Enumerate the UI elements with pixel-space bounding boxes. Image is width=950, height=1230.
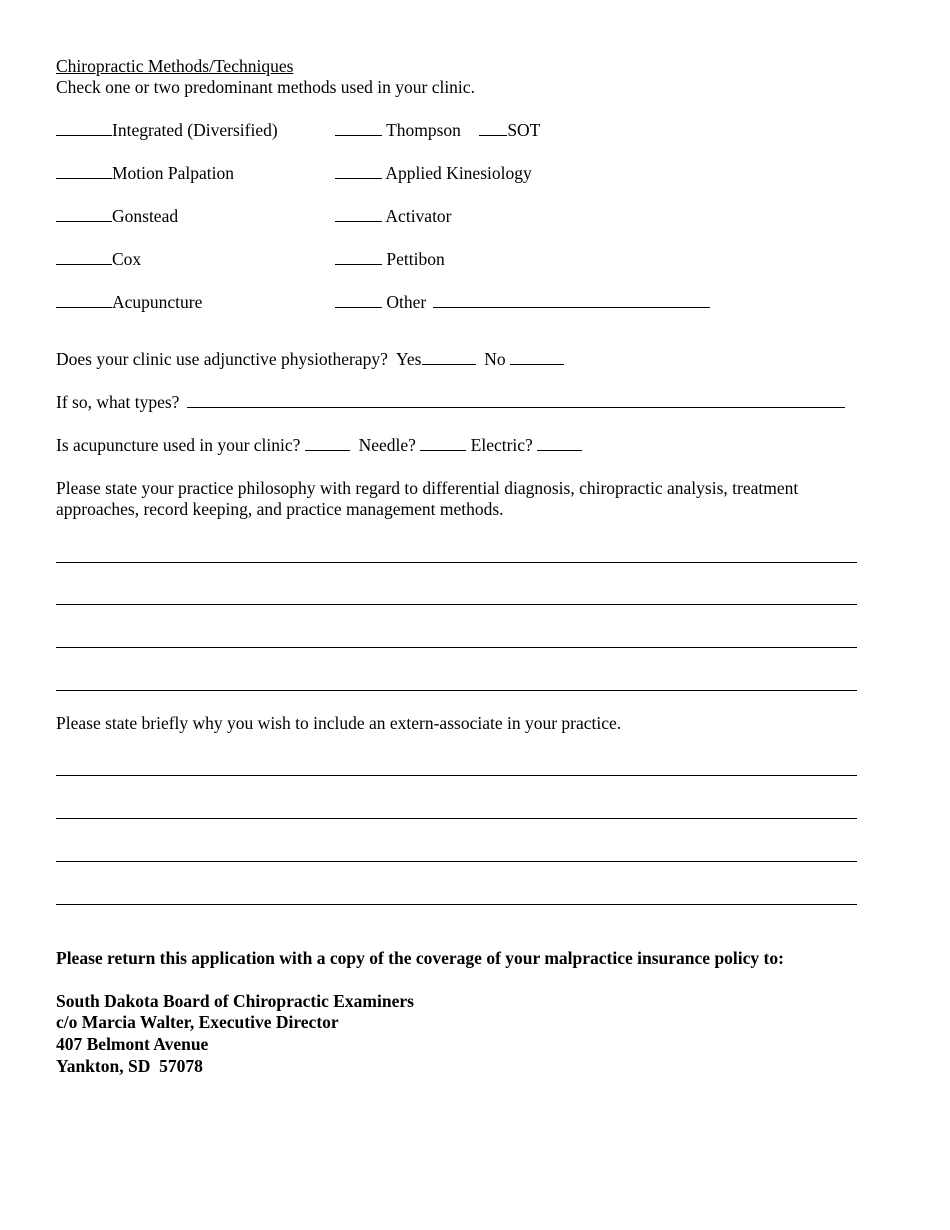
method-checkbox-blank[interactable]: [56, 292, 112, 308]
method-option-cox: Cox: [56, 249, 141, 270]
method-option-gonstead: Gonstead: [56, 206, 178, 227]
method-checkbox-blank[interactable]: [335, 163, 382, 179]
philosophy-answer-line[interactable]: [56, 604, 857, 605]
address-line-city: Yankton, SD 57078: [56, 1056, 203, 1076]
extern-answer-line[interactable]: [56, 861, 857, 862]
acupuncture-used-field[interactable]: [305, 435, 350, 451]
types-field[interactable]: [187, 392, 845, 408]
return-instruction: Please return this application with a copy of the coverage of your malpractice insurance policy to:: [56, 948, 784, 968]
section-instruction: Check one or two predominant methods used in your clinic.: [56, 77, 475, 97]
method-option-other: Other: [335, 292, 710, 313]
method-option-applied-kinesiology: Applied Kinesiology: [335, 163, 532, 184]
method-option-integrated: Integrated (Diversified): [56, 120, 278, 141]
method-checkbox-blank[interactable]: [56, 120, 112, 136]
needle-field[interactable]: [420, 435, 466, 451]
philosophy-answer-line[interactable]: [56, 562, 857, 563]
method-checkbox-blank[interactable]: [335, 120, 382, 136]
method-option-acupuncture: Acupuncture: [56, 292, 202, 313]
address-line-organization: South Dakota Board of Chiropractic Examiners: [56, 991, 414, 1011]
method-checkbox-blank[interactable]: [335, 292, 382, 308]
philosophy-question: Please state your practice philosophy with regard to differential diagnosis, chiropractic analysis, treatment approaches, record keeping, and practice management methods.: [56, 478, 799, 519]
extern-answer-line[interactable]: [56, 775, 857, 776]
physiotherapy-yes-field[interactable]: [422, 349, 476, 365]
address-line-street: 407 Belmont Avenue: [56, 1034, 209, 1054]
physiotherapy-question-row: Does your clinic use adjunctive physiotherapy? Yes No: [56, 349, 564, 370]
philosophy-answer-line[interactable]: [56, 690, 857, 691]
section-title: Chiropractic Methods/Techniques: [56, 56, 294, 76]
method-checkbox-blank[interactable]: [335, 206, 382, 222]
other-method-field[interactable]: [433, 292, 710, 308]
method-option-activator: Activator: [335, 206, 452, 227]
acupuncture-question-row: Is acupuncture used in your clinic? Needle? Electric?: [56, 435, 582, 456]
types-question-row: If so, what types?: [56, 392, 845, 413]
physiotherapy-no-field[interactable]: [510, 349, 564, 365]
address-line-attention: c/o Marcia Walter, Executive Director: [56, 1012, 339, 1032]
method-option-sot: SOT: [507, 120, 541, 140]
extern-answer-line[interactable]: [56, 818, 857, 819]
extern-question: Please state briefly why you wish to include an extern-associate in your practice.: [56, 713, 622, 733]
method-checkbox-blank[interactable]: [479, 120, 507, 136]
method-checkbox-blank[interactable]: [56, 249, 112, 265]
extern-answer-line[interactable]: [56, 904, 857, 905]
method-checkbox-blank[interactable]: [335, 249, 382, 265]
method-checkbox-blank[interactable]: [56, 163, 112, 179]
method-option-pettibon: Pettibon: [335, 249, 445, 270]
method-checkbox-blank[interactable]: [56, 206, 112, 222]
electric-field[interactable]: [537, 435, 582, 451]
method-option-thompson: Thompson SOT: [335, 120, 540, 141]
method-option-motion-palpation: Motion Palpation: [56, 163, 234, 184]
philosophy-answer-line[interactable]: [56, 647, 857, 648]
